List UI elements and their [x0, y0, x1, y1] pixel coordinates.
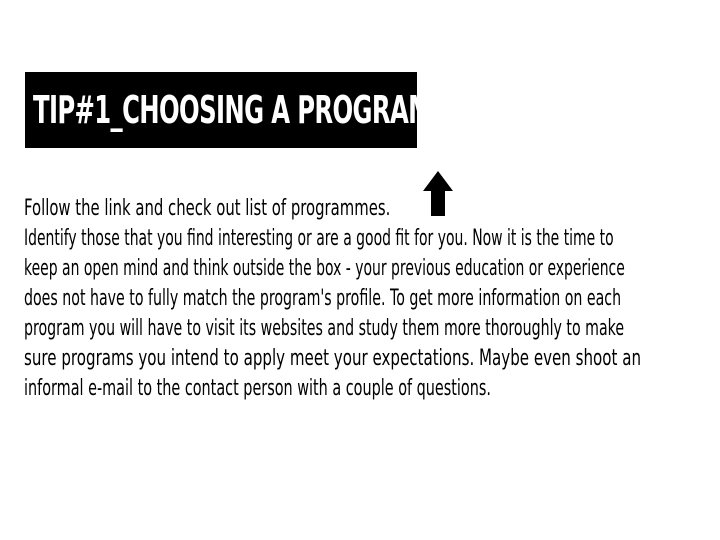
body-line: Identify those that you find interesting or are a good fit for you. Now it is the time to	[24, 225, 614, 251]
body-line-intro: Follow the link and check out list of programmes.	[24, 195, 391, 221]
title-banner	[25, 72, 472, 148]
body-line: does not have to fully match the program's profile. To get more information on each	[24, 285, 622, 311]
page-title: TIP#1_CHOOSING A PROGRAMME	[33, 88, 472, 132]
body-line: program you will have to visit its websites and study them more thoroughly to make	[24, 315, 625, 341]
body-paragraph	[24, 193, 696, 403]
body-line: informal e-mail to the contact person with a couple of questions.	[24, 375, 491, 401]
body-line: sure programs you intend to apply meet your expectations. Maybe even shoot an	[24, 345, 641, 371]
body-line: keep an open mind and think outside the box - your previous education or experience	[24, 255, 625, 281]
